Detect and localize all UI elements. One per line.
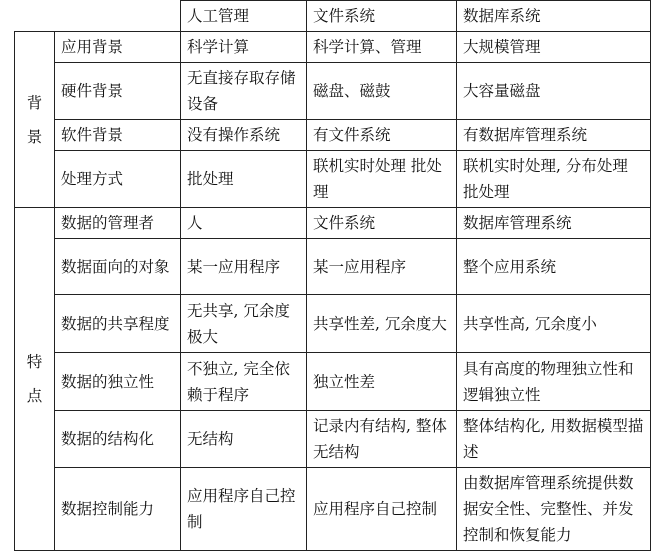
cell-db: 大规模管理 [457, 32, 651, 63]
cell-manual: 科学计算 [181, 32, 307, 63]
table-row [15, 208, 651, 239]
section-label-background [15, 32, 55, 208]
row-name: 数据控制能力 [55, 468, 181, 551]
cell-db: 大容量磁盘 [457, 63, 651, 120]
header-manual: 人工管理 [181, 1, 307, 32]
cell-file: 文件系统 [307, 208, 457, 239]
cell-file: 独立性差 [307, 353, 457, 411]
row-name: 软件背景 [55, 120, 181, 151]
data-management-comparison-table [14, 0, 651, 551]
cell-file: 共享性差, 冗余度大 [307, 295, 457, 353]
row-name: 数据的结构化 [55, 411, 181, 468]
table-row [15, 63, 651, 120]
cell-db: 有数据库管理系统 [457, 120, 651, 151]
table-row [15, 239, 651, 295]
cell-manual: 人 [181, 208, 307, 239]
table-row [15, 120, 651, 151]
header-file-system: 文件系统 [307, 1, 457, 32]
header-database-system: 数据库系统 [457, 1, 651, 32]
cell-db: 由数据库管理系统提供数据安全性、完整性、并发控制和恢复能力 [457, 468, 651, 551]
table-row [15, 151, 651, 208]
cell-file: 磁盘、磁鼓 [307, 63, 457, 120]
cell-manual: 批处理 [181, 151, 307, 208]
section-label-char: 景 [26, 127, 43, 146]
cell-manual: 无共享, 冗余度极大 [181, 295, 307, 353]
row-name: 数据的独立性 [55, 353, 181, 411]
cell-file: 记录内有结构, 整体无结构 [307, 411, 457, 468]
cell-file: 科学计算、管理 [307, 32, 457, 63]
row-name: 应用背景 [55, 32, 181, 63]
cell-manual: 某一应用程序 [181, 239, 307, 295]
section-label-char: 背 [26, 93, 43, 112]
table-row [15, 353, 651, 411]
header-corner-cell [15, 1, 181, 32]
header-row [15, 1, 651, 32]
section-label-features [15, 208, 55, 551]
cell-manual: 无结构 [181, 411, 307, 468]
section-label-char: 点 [26, 387, 43, 405]
row-name: 数据的共享程度 [55, 295, 181, 353]
cell-db: 数据库管理系统 [457, 208, 651, 239]
cell-file: 联机实时处理 批处理 [307, 151, 457, 208]
table-row [15, 32, 651, 63]
cell-manual: 无直接存取存储设备 [181, 63, 307, 120]
section-label-char: 特 [26, 353, 43, 371]
cell-db: 共享性高, 冗余度小 [457, 295, 651, 353]
table-row [15, 468, 651, 551]
row-name: 硬件背景 [55, 63, 181, 120]
cell-manual: 没有操作系统 [181, 120, 307, 151]
cell-manual: 不独立, 完全依赖于程序 [181, 353, 307, 411]
table-row [15, 295, 651, 353]
cell-db: 整体结构化, 用数据模型描述 [457, 411, 651, 468]
row-name: 数据的管理者 [55, 208, 181, 239]
cell-db: 联机实时处理, 分布处理 批处理 [457, 151, 651, 208]
cell-file: 某一应用程序 [307, 239, 457, 295]
row-name: 数据面向的对象 [55, 239, 181, 295]
row-name: 处理方式 [55, 151, 181, 208]
cell-db: 具有高度的物理独立性和逻辑独立性 [457, 353, 651, 411]
cell-file: 应用程序自己控制 [307, 468, 457, 551]
cell-manual: 应用程序自己控制 [181, 468, 307, 551]
cell-db: 整个应用系统 [457, 239, 651, 295]
table-row [15, 411, 651, 468]
cell-file: 有文件系统 [307, 120, 457, 151]
